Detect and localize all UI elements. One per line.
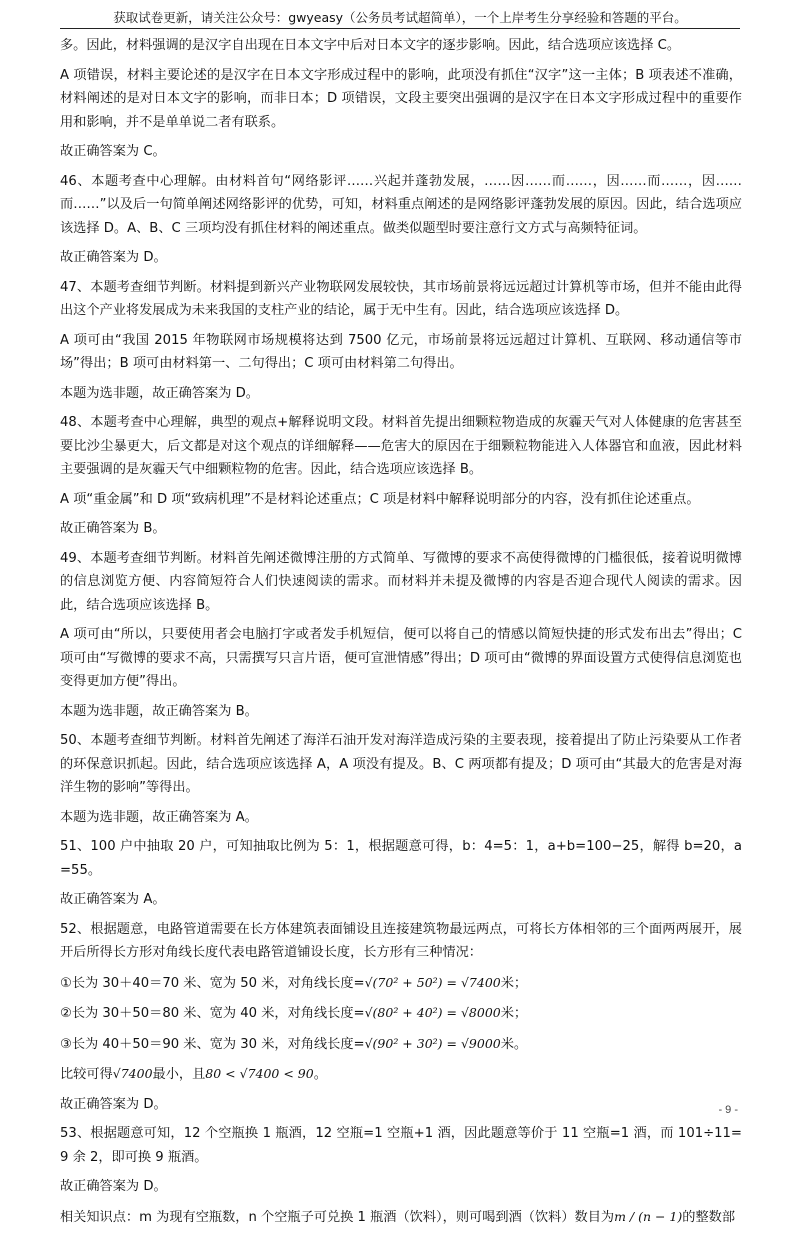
paragraph: 52、根据题意，电路管道需要在长方体建筑表面铺设且连接建筑物最远两点，可将长方体相邻的三个面两两展开，展开后所得长方形对角线长度代表电路管道铺设长度，长方形有三种情况：	[60, 921, 742, 960]
answer-line: 故正确答案为 D。	[60, 1096, 167, 1112]
case-tail: 米；	[500, 975, 528, 991]
paragraph: 多。因此，材料强调的是汉字自出现在日本文字中后对日本文字的逐步影响。因此，结合选项应该选择 C。	[60, 38, 681, 53]
case-lead: ①长为 30＋40＝70 米、宽为 50 米，对角线长度=	[60, 975, 365, 991]
math-expression: √7400	[112, 1066, 153, 1081]
answer-line: 故正确答案为 C。	[60, 144, 166, 159]
math-expression: √(80² + 40²) = √8000	[364, 1005, 501, 1020]
math-expression: 80 < √7400 < 90	[205, 1066, 314, 1081]
answer-line: 故正确答案为 A。	[60, 892, 166, 907]
page-header: 获取试卷更新，请关注公众号：gwyeasy（公务员考试超简单），一个上岸考生分享经验和答题的平台。	[60, 8, 740, 29]
math-expression: √(70² + 50²) = √7400	[364, 974, 501, 990]
answer-line: 本题为选非题，故正确答案为 D。	[60, 385, 259, 401]
paragraph: 51、100 户中抽取 20 户，可知抽取比例为 5：1，根据题意可得，b：4=5：1，a+b=100−25，解得 b=20，a=55。	[60, 839, 742, 878]
paragraph: 48、本题考查中心理解，典型的观点+解释说明文段。材料首先提出细颗粒物造成的灰霾天气对人体健康的危害甚至要比沙尘暴更大，后文都是对这个观点的详细解释——危害大的原因在于细颗粒物能进入人体器官和血液，因此材料主要强调的是灰霾天气中细颗粒物的危害。因此，结合选项应该选择 B。	[60, 415, 742, 477]
paragraph: 53、根据题意可知，12 个空瓶换 1 瓶酒，12 空瓶=1 空瓶+1 酒，因此题意等价于 11 空瓶=1 酒，而 101÷11=9 余 2，即可换 9 瓶酒。	[60, 1126, 742, 1165]
answer-line: 故正确答案为 D。	[60, 250, 167, 265]
answer-line: 本题为选非题，故正确答案为 A。	[60, 809, 258, 825]
case-lead: ②长为 30＋50＝80 米、宽为 40 米，对角线长度=	[60, 1006, 365, 1021]
page-body	[60, 34, 742, 1235]
answer-line: 故正确答案为 B。	[60, 521, 166, 536]
knowledge-lead: 相关知识点：m 为现有空瓶数，n 个空瓶子可兑换 1 瓶酒（饮料），则可喝到酒（饮料）数目为	[60, 1209, 615, 1225]
paragraph: A 项“重金属”和 D 项“致病机理”不是材料论述重点；C 项是材料中解释说明部分的内容，没有抓住论述重点。	[60, 491, 700, 507]
answer-line: 本题为选非题，故正确答案为 B。	[60, 703, 258, 719]
paragraph: 47、本题考查细节判断。材料提到新兴产业物联网发展较快，其市场前景将远远超过计算机等市场，但并不能由此得出这个产业将发展成为未来我国的支柱产业的结论，属于无中生有。因此，结合选项应该选择 D。	[60, 279, 742, 318]
case-line	[60, 1001, 742, 1026]
case-tail: 米。	[500, 1036, 528, 1052]
paragraph: 50、本题考查细节判断。材料首先阐述了海洋石油开发对海洋造成污染的主要表现，接着提出了防止污染要从工作者的环保意识抓起。因此，结合选项应该选择 A，A 项没有提及。B、C 两项都有提及；D 项可由“其最大的危害是对海洋生物的影响”等得出。	[60, 733, 742, 795]
math-expression: m / (n − 1)	[614, 1208, 683, 1224]
paragraph: 49、本题考查细节判断。材料首先阐述微博注册的方式简单、写微博的要求不高使得微博的门槛很低，接着说明微博的信息浏览方便、内容简短符合人们快速阅读的需求。而材料并未提及微博的内容是否迎合现代人阅读的需求。因此，结合选项应该选择 B。	[60, 550, 742, 613]
case-lead: ③长为 40＋50＝90 米、宽为 30 米，对角线长度=	[60, 1036, 365, 1052]
paragraph: A 项错误，材料主要论述的是汉字在日本文字形成过程中的影响，此项没有抓住“汉字”这一主体；B 项表述不准确，材料阐述的是对日本文字的影响，而非日本；D 项错误，文段主要突出强调的是汉字在日本文字形成过程中的重要作用和影响，并不是单单说二者有联系。	[60, 67, 742, 130]
case-line	[60, 971, 742, 996]
paragraph: 46、本题考查中心理解。由材料首句“网络影评……兴起并蓬勃发展，……因……而……，因……而……，因……而……”以及后一句简单阐述网络影评的优势，可知，材料重点阐述的是网络影评蓬勃发展的原因。因此，结合选项应该选择 D。A、B、C 三项均没有抓住材料的阐述重点。做类似题型时要注意行文方式与高频特征词。	[60, 173, 742, 236]
page-number: - 9 -	[718, 1104, 738, 1116]
case-tail: 米；	[500, 1006, 528, 1021]
compare-lead: 比较可得	[60, 1067, 113, 1082]
answer-line: 故正确答案为 D。	[60, 1179, 167, 1194]
knowledge-tail: 的整数部	[682, 1209, 736, 1225]
compare-tail: 。	[313, 1067, 327, 1082]
math-expression: √(90² + 30²) = √9000	[364, 1035, 501, 1051]
compare-line	[60, 1062, 742, 1087]
compare-mid: 最小，且	[152, 1067, 206, 1082]
case-line	[60, 1032, 742, 1057]
paragraph: A 项可由“我国 2015 年物联网市场规模将达到 7500 亿元，市场前景将远远超过计算机、互联网、移动通信等市场”得出；B 项可由材料第一、二句得出；C 项可由材料第二句得出。	[60, 332, 742, 371]
paragraph: A 项可由“所以，只要使用者会电脑打字或者发手机短信，便可以将自己的情感以简短快捷的形式发布出去”得出；C 项可由“写微博的要求不高，只需撰写只言片语，便可宣泄情感”得出；D 项可由“微博的界面设置方式使得信息浏览也变得更加方便”得出。	[60, 627, 742, 689]
knowledge-line	[60, 1205, 742, 1230]
